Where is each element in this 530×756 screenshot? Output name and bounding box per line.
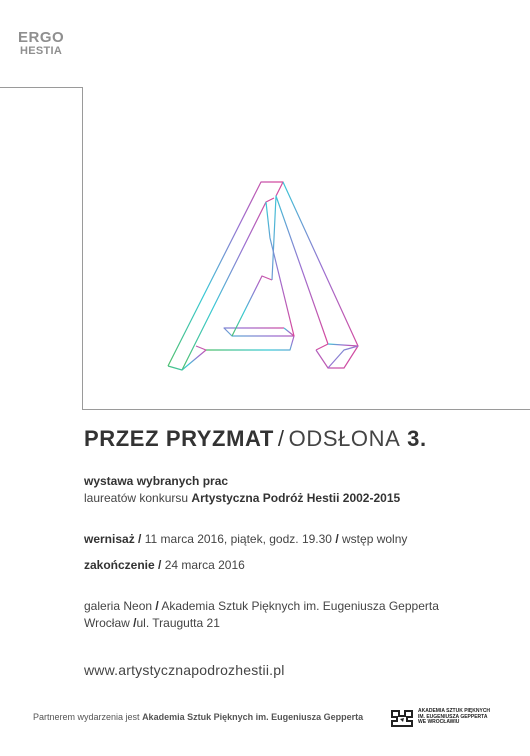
venue-line2 — [84, 616, 220, 630]
opening-date: 11 marca 2016, piątek, godz. 19.30 — [144, 532, 332, 546]
opening-sep2: / — [335, 532, 339, 546]
closing-info — [84, 558, 245, 572]
frame-line-top — [0, 87, 83, 88]
partner-name: Akademia Sztuk Pięknych im. Eugeniusza Gepperta — [142, 712, 364, 722]
opening-entry: wstęp wolny — [342, 532, 408, 546]
asp-logo-text — [418, 709, 490, 726]
exhibition-title — [84, 426, 427, 452]
closing-date: 24 marca 2016 — [164, 558, 245, 572]
asp-logo-line2: IM. EUGENIUSZA GEPPERTA — [418, 713, 488, 720]
subtitle-line1-text: wystawa wybranych prac — [84, 474, 229, 488]
asp-logo-icon — [389, 707, 415, 729]
subtitle-line2 — [84, 491, 400, 505]
partner-prefix: Partnerem wydarzenia jest — [33, 712, 140, 722]
frame-line-bottom — [82, 409, 530, 410]
closing-label: zakończenie — [84, 558, 155, 572]
opening-info — [84, 532, 407, 546]
title-main: PRZEZ PRYZMAT — [84, 426, 274, 451]
venue-gallery: galeria Neon — [84, 599, 153, 613]
venue-sep2: / — [133, 616, 137, 630]
subtitle-line2-competition: Artystyczna Podróż Hestii 2002-2015 — [191, 491, 401, 505]
ergo-hestia-logo — [18, 30, 64, 57]
asp-logo-line3: WE WROCŁAWIU — [418, 719, 460, 725]
website-link[interactable]: www.artystycznapodrozhestii.pl — [84, 662, 285, 678]
venue-street: ul. Traugutta 21 — [136, 616, 220, 630]
opening-sep1: / — [138, 532, 142, 546]
subtitle-line2-prefix: laureatów konkursu — [84, 491, 189, 505]
logo-line1: ERGO — [18, 29, 65, 46]
asp-logo-line1: AKADEMIA SZTUK PIĘKNYCH — [418, 708, 491, 714]
opening-label: wernisaż — [84, 532, 135, 546]
venue-line1 — [84, 599, 439, 613]
prism-a-graphic — [166, 178, 366, 378]
venue-city: Wrocław — [84, 616, 130, 630]
venue-sep1: / — [155, 599, 159, 613]
title-slash: / — [277, 426, 285, 451]
title-edition: ODSŁONA — [288, 426, 401, 451]
partner-note — [33, 712, 363, 722]
title-edition-number: 3. — [407, 426, 427, 451]
subtitle-line1 — [84, 474, 228, 488]
closing-sep: / — [158, 558, 162, 572]
logo-line2: HESTIA — [20, 45, 63, 57]
frame-line-vertical — [82, 87, 83, 410]
venue-academy: Akademia Sztuk Pięknych im. Eugeniusza Gepperta — [161, 599, 439, 613]
